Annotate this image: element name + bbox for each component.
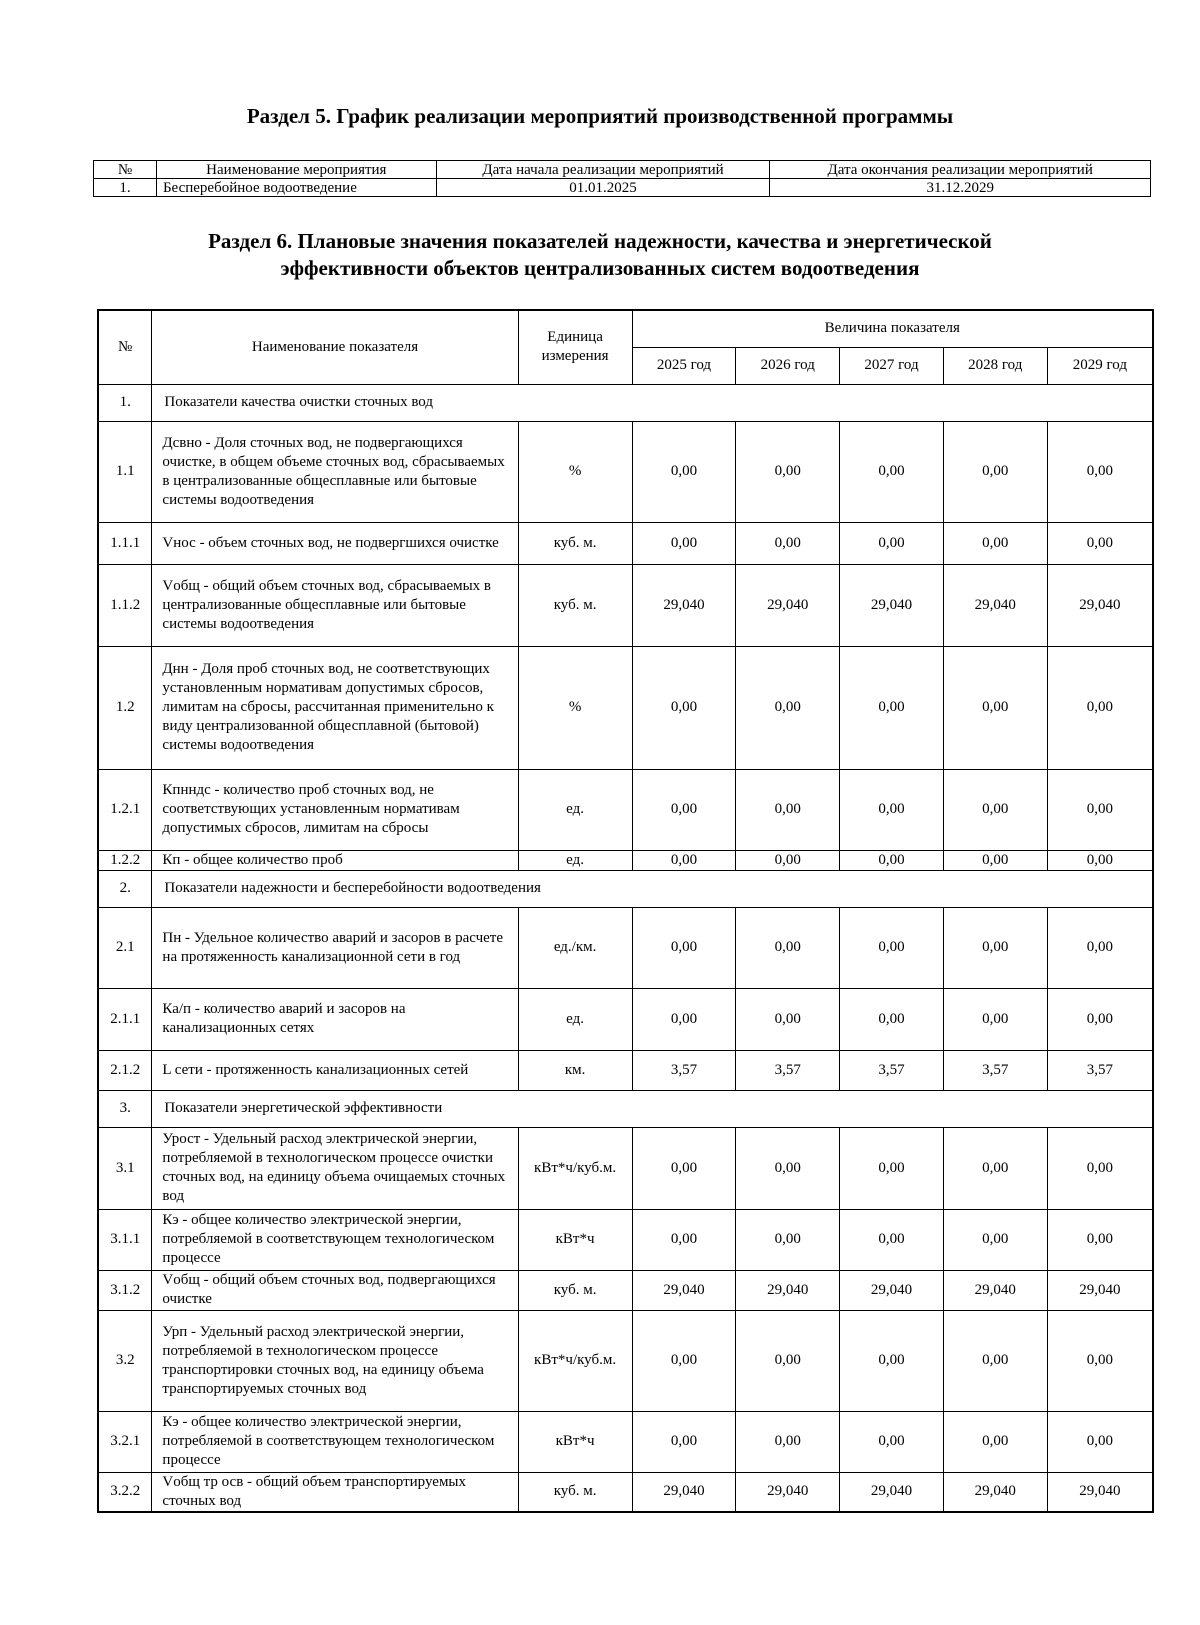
value-cell: 3,57 — [840, 1050, 944, 1090]
section-6-table-body — [98, 310, 1153, 1512]
table-row — [98, 564, 1153, 646]
value-cell: 3,57 — [943, 1050, 1047, 1090]
value-cell: 0,00 — [736, 421, 840, 522]
value-cell: 0,00 — [943, 522, 1047, 564]
header-value: Величина показателя — [632, 310, 1153, 347]
section-5-table — [93, 160, 1151, 197]
value-cell: 0,00 — [632, 1411, 736, 1472]
value-cell: 0,00 — [736, 769, 840, 850]
header-cell: Наименование мероприятия — [156, 161, 436, 179]
value-cell: 0,00 — [736, 646, 840, 769]
value-cell: 29,040 — [1047, 1270, 1153, 1310]
value-cell: 0,00 — [840, 1209, 944, 1270]
header-year: 2028 год — [943, 347, 1047, 384]
unit: ед./км. — [518, 907, 632, 988]
section-heading: Показатели надежности и бесперебойности водоотведения — [152, 870, 1153, 907]
value-cell: 0,00 — [840, 421, 944, 522]
value-cell: 0,00 — [840, 850, 944, 870]
header-num: № — [98, 310, 152, 384]
table-row — [98, 522, 1153, 564]
value-cell: 0,00 — [1047, 1127, 1153, 1209]
unit: куб. м. — [518, 564, 632, 646]
value-cell: 0,00 — [632, 988, 736, 1050]
value-cell: 0,00 — [943, 988, 1047, 1050]
value-cell: 0,00 — [736, 907, 840, 988]
section-heading: Показатели энергетической эффективности — [152, 1090, 1153, 1127]
unit: куб. м. — [518, 1472, 632, 1512]
unit: % — [518, 421, 632, 522]
table-row — [98, 1270, 1153, 1310]
table-row — [98, 988, 1153, 1050]
section-row — [98, 384, 1153, 421]
row-number: 3. — [98, 1090, 152, 1127]
table-cell: 01.01.2025 — [436, 179, 770, 197]
header-cell: Дата окончания реализации мероприятий — [770, 161, 1151, 179]
value-cell: 0,00 — [632, 769, 736, 850]
header-name: Наименование показателя — [152, 310, 518, 384]
row-number: 1. — [98, 384, 152, 421]
unit: ед. — [518, 850, 632, 870]
unit: % — [518, 646, 632, 769]
value-cell: 29,040 — [943, 1472, 1047, 1512]
value-cell: 0,00 — [840, 646, 944, 769]
value-cell: 29,040 — [840, 1270, 944, 1310]
unit: кВт*ч/куб.м. — [518, 1310, 632, 1411]
table-row — [98, 769, 1153, 850]
section-6-title-line-2: эффективности объектов централизованных систем водоотведения — [280, 256, 920, 280]
section-heading: Показатели качества очистки сточных вод — [152, 384, 1153, 421]
unit: кВт*ч — [518, 1411, 632, 1472]
row-number: 1.2.1 — [98, 769, 152, 850]
indicator-name: Урост - Удельный расход электрической энергии, потребляемой в технологическом процессе очистки сточных вод, на единицу объема очищаемых сточных вод — [152, 1127, 518, 1209]
row-number: 1.2 — [98, 646, 152, 769]
header-year: 2029 год — [1047, 347, 1153, 384]
row-number: 2.1 — [98, 907, 152, 988]
value-cell: 0,00 — [632, 421, 736, 522]
value-cell: 0,00 — [840, 907, 944, 988]
row-number: 2.1.1 — [98, 988, 152, 1050]
indicator-name: Дсвно - Доля сточных вод, не подвергающихся очистке, в общем объеме сточных вод, сбрасываемых в централизованные общесплавные или бытовые системы водоотведения — [152, 421, 518, 522]
indicator-name: Vобщ тр осв - общий объем транспортируемых сточных вод — [152, 1472, 518, 1512]
value-cell: 29,040 — [840, 1472, 944, 1512]
value-cell: 0,00 — [1047, 769, 1153, 850]
value-cell: 0,00 — [632, 850, 736, 870]
table-cell: 1. — [94, 179, 157, 197]
header-year: 2026 год — [736, 347, 840, 384]
value-cell: 29,040 — [632, 1472, 736, 1512]
value-cell: 29,040 — [1047, 564, 1153, 646]
unit: ед. — [518, 988, 632, 1050]
table-header-row — [94, 161, 1151, 179]
row-number: 1.1.2 — [98, 564, 152, 646]
unit: км. — [518, 1050, 632, 1090]
header-year: 2025 год — [632, 347, 736, 384]
value-cell: 29,040 — [632, 564, 736, 646]
value-cell: 0,00 — [632, 522, 736, 564]
unit: куб. м. — [518, 522, 632, 564]
table-row — [98, 850, 1153, 870]
value-cell: 0,00 — [1047, 421, 1153, 522]
value-cell: 29,040 — [1047, 1472, 1153, 1512]
row-number: 3.2.1 — [98, 1411, 152, 1472]
indicator-name: Днн - Доля проб сточных вод, не соответствующих установленным нормативам допустимых сбросов, лимитам на сбросы, рассчитанная применительно к виду централизованной общесплавной (бытовой) системы водоотведения — [152, 646, 518, 769]
value-cell: 0,00 — [943, 1411, 1047, 1472]
row-number: 2. — [98, 870, 152, 907]
header-unit: Единица измерения — [518, 310, 632, 384]
value-cell: 3,57 — [1047, 1050, 1153, 1090]
value-cell: 3,57 — [736, 1050, 840, 1090]
indicator-name: Урп - Удельный расход электрической энергии, потребляемой в технологическом процессе транспортировки сточных вод, на единицу объема транспортируемых сточных вод — [152, 1310, 518, 1411]
value-cell: 29,040 — [632, 1270, 736, 1310]
value-cell: 0,00 — [1047, 1209, 1153, 1270]
value-cell: 29,040 — [943, 1270, 1047, 1310]
table-row — [98, 1472, 1153, 1512]
table-header-row — [98, 310, 1153, 347]
value-cell: 0,00 — [840, 1310, 944, 1411]
value-cell: 0,00 — [1047, 522, 1153, 564]
indicator-name: Кпнндс - количество проб сточных вод, не соответствующих установленным нормативам допустимых сбросов, лимитам на сбросы — [152, 769, 518, 850]
indicator-name: Ка/п - количество аварий и засоров на канализационных сетях — [152, 988, 518, 1050]
indicator-name: L сети - протяженность канализационных сетей — [152, 1050, 518, 1090]
row-number: 1.1 — [98, 421, 152, 522]
unit: ед. — [518, 769, 632, 850]
table-cell: 31.12.2029 — [770, 179, 1151, 197]
header-cell: Дата начала реализации мероприятий — [436, 161, 770, 179]
section-6-title — [130, 228, 1070, 282]
value-cell: 0,00 — [1047, 907, 1153, 988]
value-cell: 0,00 — [943, 907, 1047, 988]
value-cell: 3,57 — [632, 1050, 736, 1090]
value-cell: 0,00 — [736, 1209, 840, 1270]
value-cell: 0,00 — [840, 769, 944, 850]
value-cell: 29,040 — [943, 564, 1047, 646]
value-cell: 0,00 — [632, 1310, 736, 1411]
table-row — [98, 907, 1153, 988]
value-cell: 0,00 — [736, 988, 840, 1050]
value-cell: 29,040 — [840, 564, 944, 646]
value-cell: 29,040 — [736, 564, 840, 646]
table-row — [98, 1411, 1153, 1472]
unit: кВт*ч/куб.м. — [518, 1127, 632, 1209]
indicator-name: Кэ - общее количество электрической энергии, потребляемой в соответствующем технологическом процессе — [152, 1209, 518, 1270]
value-cell: 0,00 — [736, 850, 840, 870]
value-cell: 0,00 — [1047, 1411, 1153, 1472]
value-cell: 0,00 — [632, 646, 736, 769]
value-cell: 0,00 — [943, 421, 1047, 522]
value-cell: 0,00 — [632, 1127, 736, 1209]
value-cell: 0,00 — [1047, 850, 1153, 870]
table-row — [94, 179, 1151, 197]
row-number: 1.1.1 — [98, 522, 152, 564]
indicator-name: Пн - Удельное количество аварий и засоров в расчете на протяженность канализационной сети в год — [152, 907, 518, 988]
value-cell: 0,00 — [840, 1411, 944, 1472]
indicator-name: Vобщ - общий объем сточных вод, подвергающихся очистке — [152, 1270, 518, 1310]
value-cell: 0,00 — [736, 1310, 840, 1411]
value-cell: 0,00 — [840, 988, 944, 1050]
indicator-name: Vобщ - общий объем сточных вод, сбрасываемых в централизованные общесплавные или бытовые системы водоотведения — [152, 564, 518, 646]
table-row — [98, 1310, 1153, 1411]
section-row — [98, 1090, 1153, 1127]
unit: кВт*ч — [518, 1209, 632, 1270]
table-row — [98, 421, 1153, 522]
table-row — [98, 1209, 1153, 1270]
value-cell: 29,040 — [736, 1270, 840, 1310]
indicator-name: Vнос - объем сточных вод, не подвергшихся очистке — [152, 522, 518, 564]
value-cell: 0,00 — [943, 769, 1047, 850]
header-year: 2027 год — [840, 347, 944, 384]
value-cell: 0,00 — [1047, 1310, 1153, 1411]
indicator-name: Кэ - общее количество электрической энергии, потребляемой в соответствующем технологическом процессе — [152, 1411, 518, 1472]
row-number: 3.1.2 — [98, 1270, 152, 1310]
row-number: 3.1 — [98, 1127, 152, 1209]
value-cell: 0,00 — [1047, 988, 1153, 1050]
value-cell: 0,00 — [840, 522, 944, 564]
value-cell: 0,00 — [736, 522, 840, 564]
row-number: 3.1.1 — [98, 1209, 152, 1270]
value-cell: 0,00 — [943, 1310, 1047, 1411]
value-cell: 0,00 — [736, 1411, 840, 1472]
header-cell: № — [94, 161, 157, 179]
table-row — [98, 1050, 1153, 1090]
unit: куб. м. — [518, 1270, 632, 1310]
row-number: 3.2.2 — [98, 1472, 152, 1512]
value-cell: 0,00 — [943, 1209, 1047, 1270]
table-row — [98, 1127, 1153, 1209]
value-cell: 0,00 — [943, 850, 1047, 870]
value-cell: 0,00 — [1047, 646, 1153, 769]
section-5-title: Раздел 5. График реализации мероприятий производственной программы — [246, 104, 954, 128]
row-number: 2.1.2 — [98, 1050, 152, 1090]
value-cell: 0,00 — [943, 1127, 1047, 1209]
value-cell: 0,00 — [840, 1127, 944, 1209]
section-6-title-line-1: Раздел 6. Плановые значения показателей надежности, качества и энергетической — [208, 229, 992, 253]
indicator-name: Кп - общее количество проб — [152, 850, 518, 870]
section-row — [98, 870, 1153, 907]
value-cell: 0,00 — [632, 1209, 736, 1270]
value-cell: 0,00 — [943, 646, 1047, 769]
row-number: 3.2 — [98, 1310, 152, 1411]
row-number: 1.2.2 — [98, 850, 152, 870]
value-cell: 29,040 — [736, 1472, 840, 1512]
value-cell: 0,00 — [632, 907, 736, 988]
table-cell: Бесперебойное водоотведение — [156, 179, 436, 197]
table-row — [98, 646, 1153, 769]
section-6-table — [97, 309, 1154, 1513]
value-cell: 0,00 — [736, 1127, 840, 1209]
